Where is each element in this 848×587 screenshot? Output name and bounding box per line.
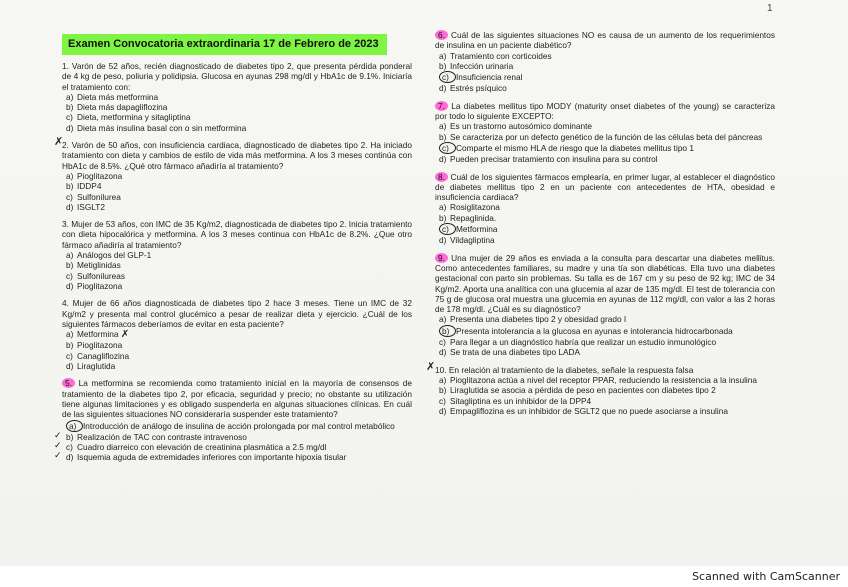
question-number: 3.	[62, 219, 69, 230]
option-d[interactable]: d) ISGLT2	[66, 201, 105, 212]
option-a[interactable]: a) Pioglitazona	[66, 170, 123, 181]
option-b[interactable]: b) Repaglinida.	[439, 212, 497, 223]
question-stem: Mujer de 66 años diagnosticada de diabetes tipo 2 hace 3 meses. Tiene un IMC de 32 Kg/m2 y presenta mal control glucémico a pesar de realizar dieta y ejercicio. ¿Cuál de los siguientes fármacos deberíamos de evitar en esta paciente?	[62, 298, 412, 329]
question-number: 10.	[435, 364, 447, 375]
right-column	[426, 30, 775, 423]
left-column	[54, 34, 412, 470]
page-number: 1	[767, 3, 773, 14]
cross-mark-icon: ✗	[54, 135, 64, 149]
option-c[interactable]: c) Comparte el mismo HLA de riesgo que la diabetes mellitus tipo 1	[435, 142, 775, 154]
option-c[interactable]: c) Sulfonilureas	[66, 270, 125, 281]
check-mark-icon: ✓	[54, 430, 62, 441]
question-9	[435, 253, 775, 358]
question-number: 8.	[435, 172, 448, 182]
question-stem: La diabetes mellitus tipo MODY (maturity onset diabetes of the young) se caracteriza por todo lo siguiente EXCEPTO:	[435, 100, 775, 122]
question-4	[62, 298, 412, 371]
option-d[interactable]: ✓ d) Isquemia aguda de extremidades inferiores con importante hipoxia tisular	[54, 451, 347, 463]
option-b[interactable]: b) Metiglinidas	[66, 260, 121, 271]
question-number: 5.	[62, 378, 75, 388]
question-2	[54, 135, 412, 212]
option-b[interactable]: ✓ b) Realización de TAC con contraste intravenoso	[54, 430, 247, 442]
option-b[interactable]: b) Dieta más dapagliflozina	[66, 102, 168, 113]
question-number: 6.	[435, 30, 448, 40]
question-stem: Cuál de las siguientes situaciones NO es causa de un aumento de los requerimientos de insulina en un paciente diabético?	[435, 30, 775, 51]
option-d[interactable]: d) Pueden precisar tratamiento con insulina para su control	[439, 154, 658, 165]
question-number: 4.	[62, 298, 69, 309]
option-d[interactable]: d) Se trata de una diabetes tipo LADA	[439, 347, 581, 358]
option-b[interactable]: b) Se caracteriza por un defecto genético de la función de las células beta del páncreas	[439, 131, 763, 142]
option-c[interactable]: c) Canagliflozina	[66, 350, 130, 361]
question-stem: Varón de 52 años, recién diagnosticado de diabetes tipo 2, que presenta pérdida ponderal de 4 kg de peso, poliuria y polidipsia. Glucosa en ayunas 298 mg/dl y HbA1c de 9.1%. Iniciaría el tratamiento con:	[62, 61, 412, 92]
option-c[interactable]: c) Sitagliptina es un inhibidor de la DPP4	[439, 395, 592, 406]
option-b[interactable]: b) Infección urinaria	[439, 60, 514, 71]
option-b[interactable]: b) Presenta intolerancia a la glucosa en ayunas e intolerancia hidrocarbonada	[435, 325, 775, 337]
cross-mark-icon: ✗	[426, 359, 436, 373]
option-a[interactable]: a) Es un trastorno autosómico dominante	[439, 121, 593, 132]
option-c[interactable]: ✓ c) Cuadro diarreico con elevación de creatinina plasmática a 2.5 mg/dl	[54, 441, 327, 453]
check-mark-icon: ✓	[54, 441, 62, 452]
scanner-watermark: Scanned with CamScanner	[692, 570, 840, 583]
question-8	[435, 172, 775, 246]
question-stem: La metformina se recomienda como tratamiento inicial en la mayoría de consensos de tratamiento de la diabetes tipo 2, por eficacia, seguridad y precio; no obstante su utilización tiene algunas limitaciones y es obligado suspenderla en algunas situaciones clínicas. En cuál de las siguientes situaciones NO consideraría suspender este tratamiento?	[62, 378, 412, 420]
option-a[interactable]: a) Análogos del GLP-1	[66, 250, 152, 261]
question-stem: Varón de 50 años, con insuficiencia cardiaca, diagnosticado de diabetes tipo 2. Ha iniciado tratamiento con dieta y cambios de estilo de vida más metformina. A los 3 meses continúa con HbA1c de 8.5%. ¿Qué otro fármaco añadiría al tratamiento?	[62, 140, 412, 171]
question-stem: En relación al tratamiento de la diabetes, señale la respuesta falsa	[448, 364, 694, 375]
option-a[interactable]: a) Presenta una diabetes tipo 2 y obesidad grado I	[439, 314, 627, 325]
question-number: 2.	[62, 140, 69, 151]
question-number: 9.	[435, 253, 448, 263]
option-c[interactable]: c) Para llegar a un diagnóstico habría que realizar un estudio inmunológico	[439, 337, 717, 348]
question-number: 1.	[62, 61, 69, 71]
option-a[interactable]: a) Introducción de análogo de insulina de acción prolongada por mal control metabólico	[62, 420, 412, 432]
question-5	[54, 378, 412, 463]
option-b[interactable]: b) Liraglutida se asocia a pérdida de peso en pacientes con diabetes tipo 2	[439, 385, 716, 396]
cross-mark-icon: ✗	[120, 329, 130, 341]
option-d[interactable]: d) Empagliflozina es un inhibidor de SGLT2 que no puede asociarse a insulina	[439, 405, 728, 416]
question-6	[435, 30, 775, 94]
option-c[interactable]: c) Dieta, metformina y sitagliptina	[66, 112, 191, 123]
option-a[interactable]: a) Rosiglitazona	[439, 202, 500, 213]
question-stem: Cuál de los siguientes fármacos emplearía, en primer lugar, al establecer el diagnóstico de diabetes mellitus tipo 2 en un paciente con antecedentes de HTA, obesidad e insuficiencia cardiaca?	[435, 171, 775, 203]
option-c[interactable]: c) Insuficiencia renal	[435, 71, 775, 83]
option-a[interactable]: a) Tratamiento con corticoides	[439, 50, 552, 61]
question-number: 7.	[435, 101, 448, 111]
question-3	[62, 219, 412, 291]
option-a[interactable]: a) Dieta más metformina	[66, 91, 159, 102]
exam-title: Examen Convocatoria extraordinaria 17 de Febrero de 2023	[62, 34, 387, 55]
option-a[interactable]: a) Pioglitazona actúa a nivel del receptor PPAR, reduciendo la resistencia a la insulina	[439, 374, 758, 385]
option-d[interactable]: d) Liraglutida	[66, 361, 116, 372]
option-b[interactable]: b) Pioglitazona	[66, 340, 123, 351]
check-mark-icon: ✓	[54, 451, 62, 462]
question-stem: Una mujer de 29 años es enviada a la consulta para descartar una diabetes mellitus. Como antecedentes familiares, su madre y una tía son diabéticas. Ella tuvo una diabetes gestacional con parto sin problemas. Su talla es de 167 cm y su peso de 92 kg; IMC de 34 Kg/m2. Aporta una analítica con una glucemia al azar de 135 mg/dl. El test de tolerancia con 75 g de glucosa oral muestra una glucemia en ayunas de 112 mg/dl, con valor a las 2 horas de 178 mg/dl. ¿Cuál es su diagnóstico?	[435, 252, 775, 315]
question-1	[62, 61, 412, 133]
option-b[interactable]: b) IDDP4	[66, 181, 102, 192]
option-d[interactable]: d) Estrés psíquico	[439, 83, 507, 94]
option-d[interactable]: d) Vildagliptina	[439, 235, 495, 246]
option-d[interactable]: d) Dieta más insulina basal con o sin metformina	[66, 122, 247, 133]
question-7	[435, 101, 775, 165]
option-c[interactable]: c) Sulfonilurea	[66, 191, 121, 202]
question-10	[426, 359, 775, 416]
option-d[interactable]: d) Pioglitazona	[66, 280, 123, 291]
option-a[interactable]: a) Metformina ✗	[66, 329, 130, 341]
option-c[interactable]: c) Metformina	[435, 223, 775, 235]
question-stem: Mujer de 53 años, con IMC de 35 Kg/m2, diagnosticada de diabetes tipo 2. Inicia tratamiento con dieta hipocalórica y metformina. A los 3 meses continua con HbA1c de 8.2%. ¿Que otro fármaco añadiría al tratamiento?	[62, 219, 412, 250]
